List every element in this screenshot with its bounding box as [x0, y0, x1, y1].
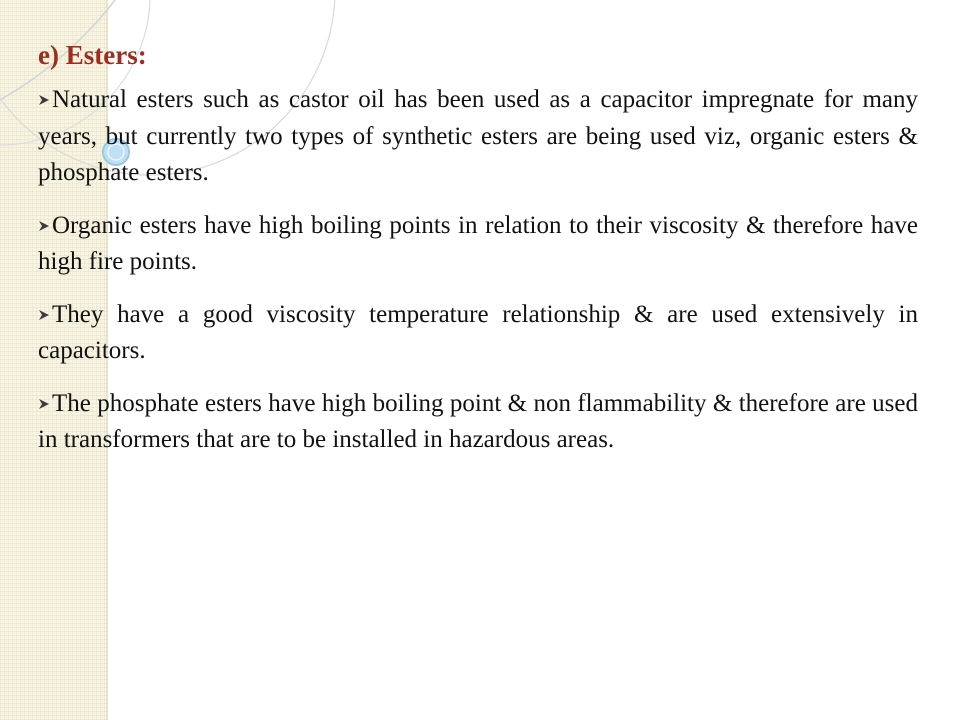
bullet-item — [38, 208, 918, 281]
bullet-item — [38, 82, 918, 192]
bullet-text: They have a good viscosity temperature relationship & are used extensively in capacitors. — [38, 300, 918, 364]
arrowhead-bullet-icon — [38, 398, 50, 410]
bullet-item — [38, 386, 918, 459]
arrowhead-bullet-icon — [38, 220, 50, 232]
arrowhead-bullet-icon — [38, 94, 50, 106]
bullet-list — [38, 82, 918, 475]
bullet-item — [38, 297, 918, 370]
bullet-text: Organic esters have high boiling points in relation to their viscosity & therefore have high fire points. — [38, 211, 918, 275]
slide-title: e) Esters: — [38, 40, 147, 70]
bullet-text: Natural esters such as castor oil has been used as a capacitor impregnate for many years, but currently two types of synthetic esters are being used viz, organic esters & phosphate esters. — [38, 86, 918, 186]
bullet-text: The phosphate esters have high boiling point & non flammability & therefore are used in transformers that are to be installed in hazardous areas. — [38, 389, 918, 453]
arrowhead-bullet-icon — [38, 309, 50, 321]
